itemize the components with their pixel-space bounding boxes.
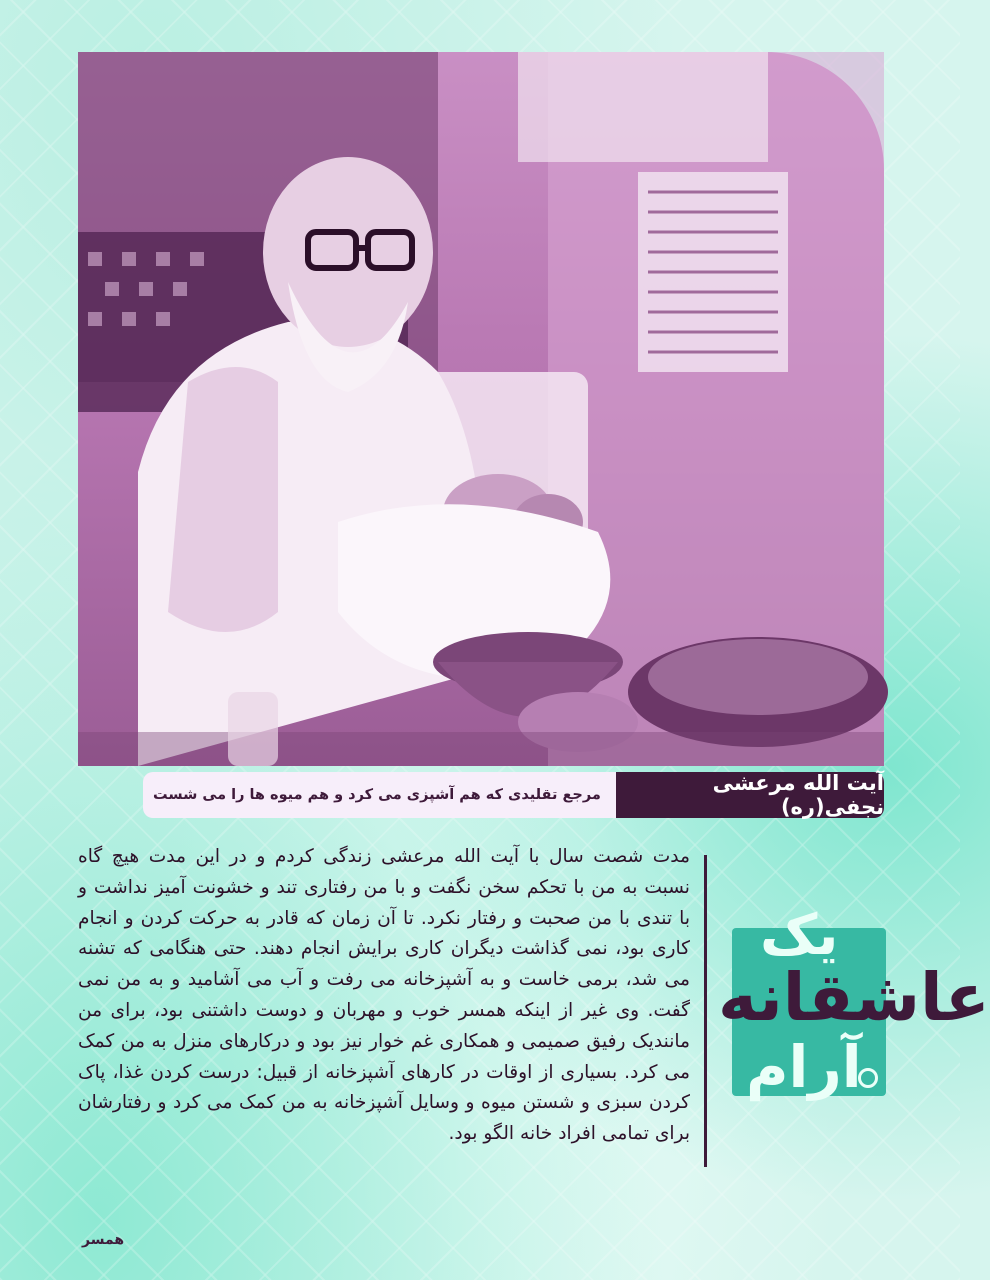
- caption-bar: [143, 772, 884, 818]
- caption-title: آیت الله مرعشی نجفی(ره): [616, 772, 884, 818]
- photo: [78, 52, 884, 766]
- author-label: همسر: [82, 1232, 125, 1248]
- body-paragraph: مدت شصت سال با آیت الله مرعشی زندگی کردم و در این مدت هیچ گاه نسبت به من با تحکم سخن نگفت و با من رفتاری تند و خشونت آمیز نداشت و با تندی با من صحبت و رفتار نکرد. تا آن زمان که قادر به حرکت کردن و انجام کاری بود، نمی گذاشت دیگران کاری برایش انجام دهند. حتی هنگامی که تشنه می شد، برمی خاست و به آشپزخانه می رفت و آب می آشامید و به من نمی گفت. وی غیر از اینکه همسر خوب و مهربان و دوست داشتنی بود، برای من مانندیک رفیق صمیمی و همکاری غم خوار نیز بود و درکارهای منزل به من کمک می کرد. بسیاری از اوقات در کارهای آشپزخانه از قبیل: درست کردن غذا، پاک کردن سبزی و شستن میوه و وسایل آشپزخانه به من کمک می کرد و رفتارشان برای تمامی افراد خانه الگو بود.: [78, 846, 690, 1145]
- photo-illustration: [78, 52, 884, 766]
- badge-dot-icon: [858, 1068, 878, 1088]
- badge-line-1: یک: [760, 903, 839, 968]
- caption-subtitle: مرجع تقلیدی که هم آشپزی می کرد و هم میوه ها را می شست: [153, 787, 601, 803]
- text-divider: [704, 855, 707, 1167]
- badge-line-2: عاشقانه: [718, 959, 990, 1036]
- badge-line-3: آرام: [746, 1033, 862, 1101]
